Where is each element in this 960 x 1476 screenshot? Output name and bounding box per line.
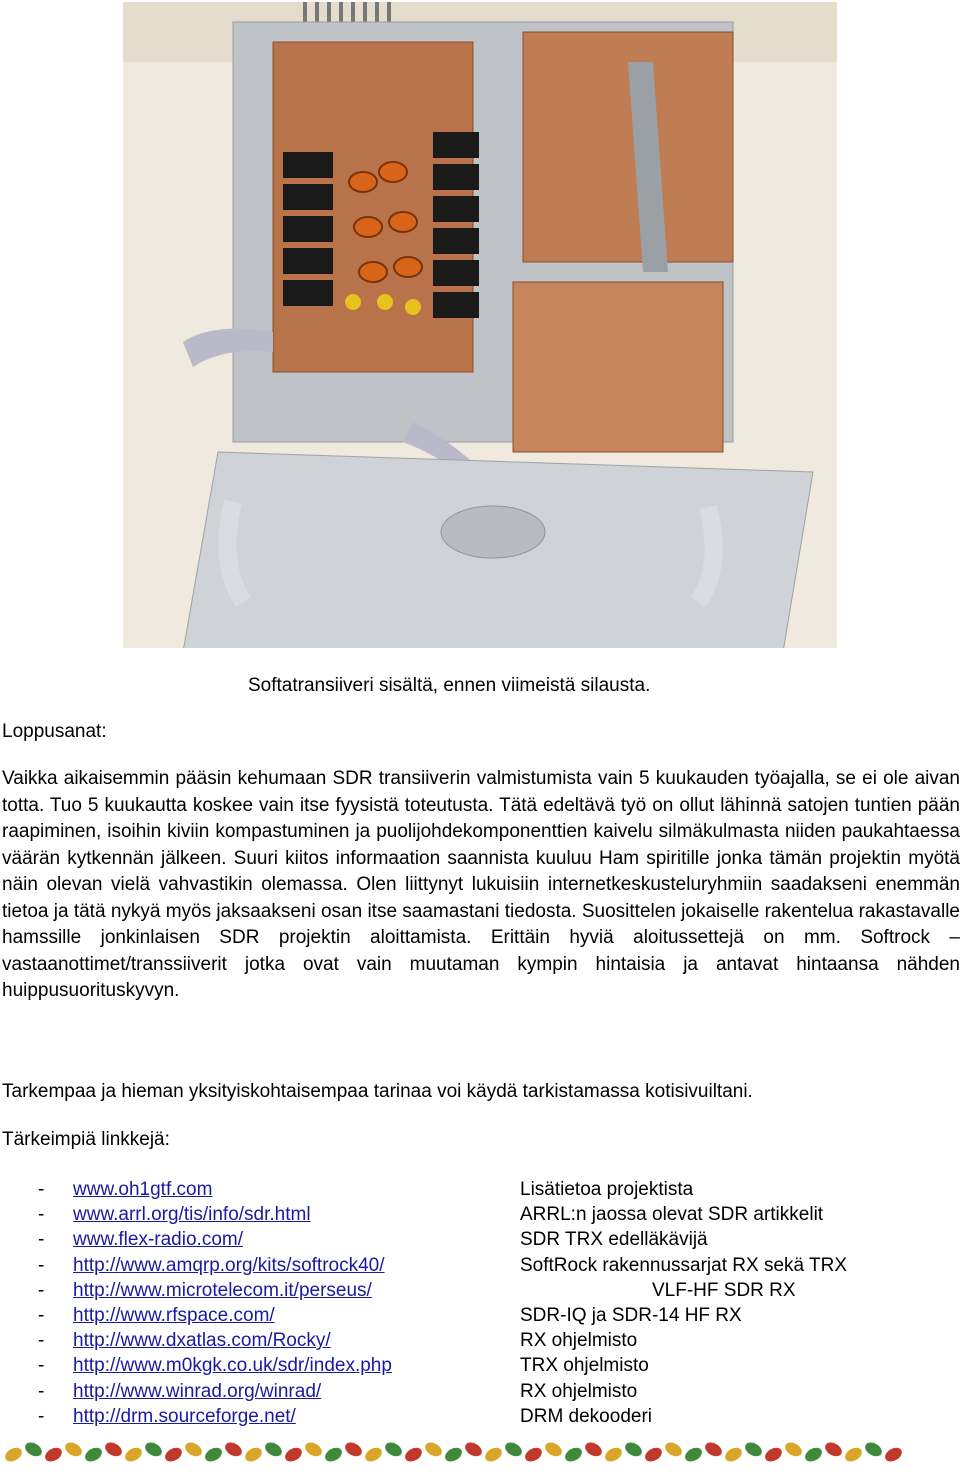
leaf-icon	[783, 1440, 805, 1459]
link-description: RX ohjelmisto	[520, 1380, 638, 1402]
link-url[interactable]: http://www.m0kgk.co.uk/sdr/index.php	[73, 1355, 392, 1377]
list-item	[2, 1354, 960, 1379]
link-url[interactable]: http://www.dxatlas.com/Rocky/	[73, 1330, 331, 1352]
list-dash: -	[38, 1279, 45, 1301]
link-description: SoftRock rakennussarjat RX sekä TRX	[520, 1254, 848, 1276]
leaf-icon	[203, 1445, 225, 1464]
leaf-icon	[563, 1445, 585, 1464]
leaf-icon	[23, 1440, 45, 1459]
leaf-icon	[223, 1440, 245, 1459]
link-url[interactable]: www.oh1gtf.com	[73, 1179, 213, 1200]
leaf-icon	[663, 1440, 685, 1459]
leaf-icon	[723, 1445, 745, 1464]
leaf-icon	[463, 1440, 485, 1459]
leaf-icon	[603, 1445, 625, 1464]
leaf-icon	[103, 1440, 125, 1459]
photo-caption: Softatransiiveri sisältä, ennen viimeistä silausta.	[248, 675, 651, 696]
list-dash: -	[38, 1179, 45, 1200]
list-item	[2, 1254, 960, 1279]
leaf-icon	[523, 1445, 545, 1464]
main-paragraph	[2, 766, 960, 1005]
leaf-icon	[863, 1440, 885, 1459]
leaf-icon	[423, 1440, 445, 1459]
link-description: DRM dekooderi	[520, 1405, 652, 1427]
link-description: ARRL:n jaossa olevat SDR artikkelit	[520, 1204, 824, 1226]
leaf-icon	[183, 1440, 205, 1459]
leaf-icon	[263, 1440, 285, 1459]
leaf-icon	[3, 1445, 25, 1464]
leaf-icon	[383, 1440, 405, 1459]
leaf-icon	[123, 1445, 145, 1464]
leaf-icon	[63, 1440, 85, 1459]
leaf-icon	[623, 1440, 645, 1459]
list-dash: -	[38, 1204, 45, 1226]
list-item	[2, 1178, 960, 1203]
link-url[interactable]: http://www.microtelecom.it/perseus/	[73, 1279, 372, 1301]
link-url[interactable]: www.flex-radio.com/	[73, 1229, 243, 1251]
leaf-icon	[763, 1445, 785, 1464]
homepage-paragraph: Tarkempaa ja hieman yksityiskohtaisempaa tarinaa voi käydä tarkistamassa kotisivuiltani.	[2, 1081, 753, 1102]
list-item	[2, 1329, 960, 1354]
link-description: VLF-HF SDR RX	[652, 1279, 796, 1301]
link-description: SDR TRX edelläkävijä	[520, 1229, 708, 1251]
leaf-icon	[843, 1445, 865, 1464]
leaf-icon	[303, 1440, 325, 1459]
links-heading: Tärkeimpiä linkkejä:	[2, 1129, 170, 1150]
leaf-icon	[143, 1440, 165, 1459]
link-description: Lisätietoa projektista	[520, 1179, 694, 1200]
leaf-icon	[243, 1445, 265, 1464]
link-url[interactable]: www.arrl.org/tis/info/sdr.html	[73, 1204, 311, 1226]
leaf-icon	[683, 1445, 705, 1464]
leaf-icon	[883, 1445, 902, 1464]
link-description: TRX ohjelmisto	[520, 1355, 649, 1377]
section-title: Loppusanat:	[2, 721, 107, 742]
list-dash: -	[38, 1405, 45, 1427]
list-dash: -	[38, 1355, 45, 1377]
link-description: RX ohjelmisto	[520, 1330, 638, 1352]
leaf-icon	[543, 1440, 565, 1459]
list-item	[2, 1380, 960, 1405]
leaf-icon	[443, 1445, 465, 1464]
link-description: SDR-IQ ja SDR-14 HF RX	[520, 1304, 742, 1326]
list-dash: -	[38, 1330, 45, 1352]
leaf-border-ornament	[2, 1438, 902, 1466]
list-item	[2, 1228, 960, 1253]
leaf-icon	[743, 1440, 765, 1459]
leaf-icon	[83, 1445, 105, 1464]
leaf-icon	[823, 1440, 845, 1459]
leaf-icon	[343, 1440, 365, 1459]
paragraph-text: Vaikka aikaisemmin pääsin kehumaan SDR transiiverin valmistumista vain 5 kuukauden työajalla, se ei ole aivan totta. Tuo 5 kuukautta koskee vain itse fyysistä toteutusta. Tätä edeltävä työ on ollut lähinnä satojen tuntien pään raapiminen, isoihin kiviin kompastuminen ja puolijohdekomponenttien kaivelu silmäkulmasta niiden paukahtaessa väärän kytkennän jälkeen. Suuri kiitos informaation saannista kuuluu Ham spiritille jonka tämän projektin myötä näin olevan vielä vahvastikin olemassa. Olen liittynyt lukuisiin internetkeskusteluryhmiin saadakseni enemmän tietoa ja tätä nykyä myös jaksaakseni osan itse saamastani tiedosta. Suosittelen jokaiselle rakentelua rakastavalle hamssille jonkinlaisen SDR projektin aloittamista. Erittäin hyviä aloitussettejä on mm. Softrock –vastaanottimet/transsiiverit jotka ovat vain muutaman kympin hintaisia ja antavat hintaansa nähden huippusuorituskyvyn.	[2, 768, 960, 1001]
transceiver-photo	[123, 2, 837, 648]
list-dash: -	[38, 1229, 45, 1251]
leaf-icon	[323, 1445, 345, 1464]
link-url[interactable]: http://www.rfspace.com/	[73, 1304, 275, 1326]
links-list	[2, 1178, 960, 1430]
list-item	[2, 1203, 960, 1228]
list-dash: -	[38, 1254, 45, 1276]
leaf-icon	[163, 1445, 185, 1464]
list-item	[2, 1279, 960, 1304]
leaf-icon	[803, 1445, 825, 1464]
list-item	[2, 1405, 960, 1430]
leaf-icon	[583, 1440, 605, 1459]
leaf-icon	[43, 1445, 65, 1464]
leaf-icon	[403, 1445, 425, 1464]
list-item	[2, 1304, 960, 1329]
leaf-icon	[703, 1440, 725, 1459]
list-dash: -	[38, 1380, 45, 1402]
link-url[interactable]: http://www.amqrp.org/kits/softrock40/	[73, 1254, 385, 1276]
link-url[interactable]: http://drm.sourceforge.net/	[73, 1405, 296, 1427]
leaf-icon	[363, 1445, 385, 1464]
leaf-icon	[643, 1445, 665, 1464]
leaf-icon	[283, 1445, 305, 1464]
list-dash: -	[38, 1304, 45, 1326]
leaf-icon	[483, 1445, 505, 1464]
link-url[interactable]: http://www.winrad.org/winrad/	[73, 1380, 322, 1402]
leaf-icon	[503, 1440, 525, 1459]
